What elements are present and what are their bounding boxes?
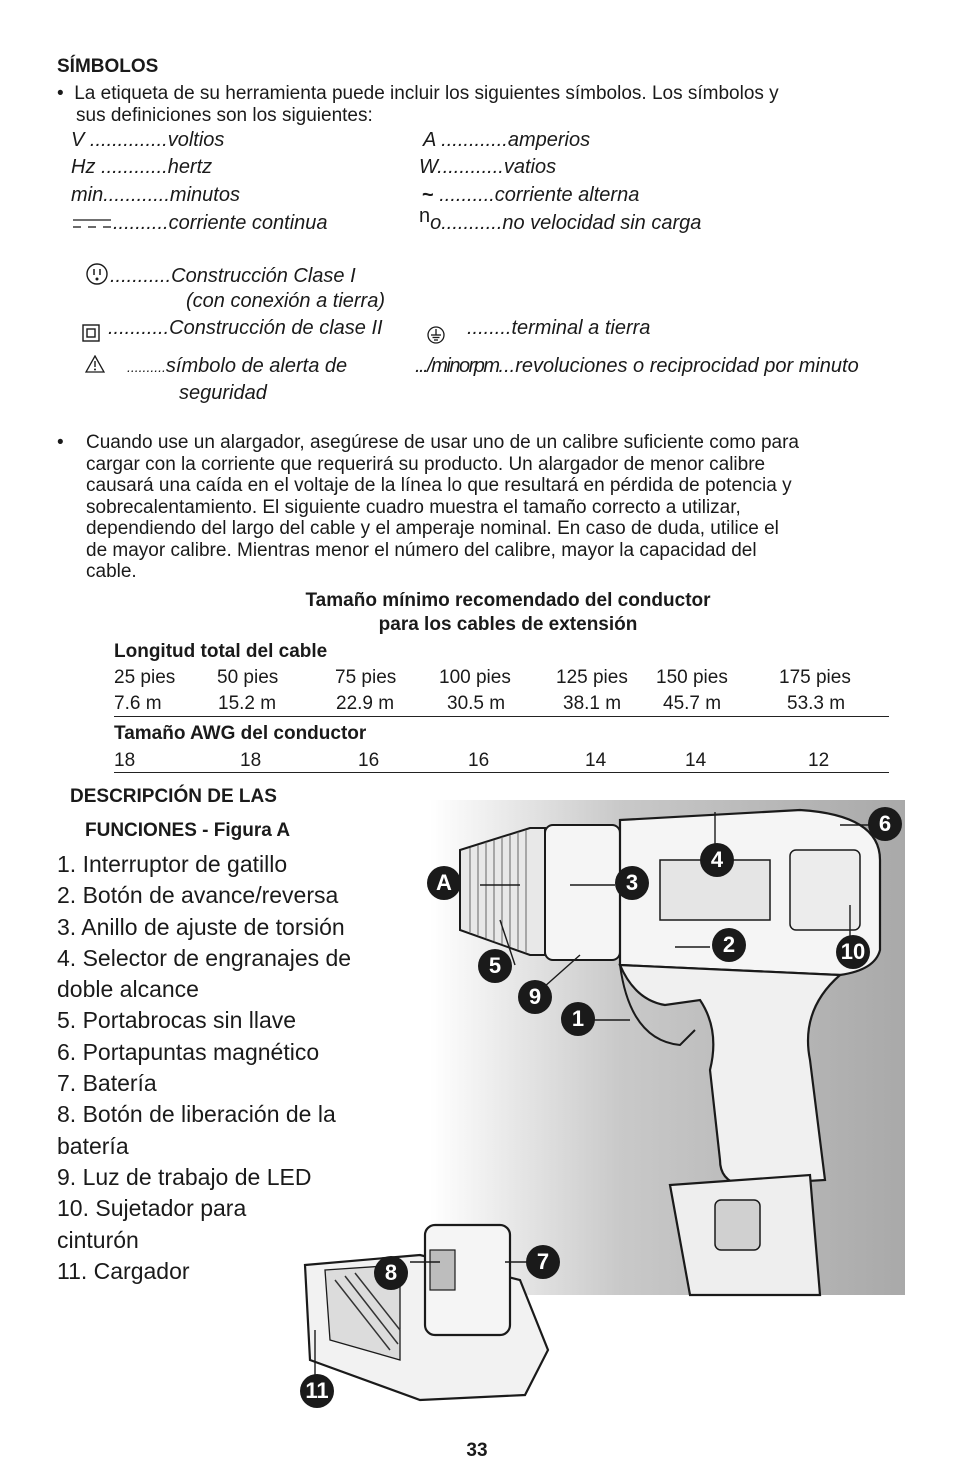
callout-9: 9 xyxy=(518,980,552,1014)
alert-def2: seguridad xyxy=(179,382,267,404)
class1-icon xyxy=(85,262,109,291)
table-rule xyxy=(114,772,889,773)
symbol-minutes: min............minutos xyxy=(71,184,240,206)
callout-7: 7 xyxy=(526,1245,560,1279)
symbol-ac: ~ ..........corriente alterna xyxy=(422,184,640,206)
class2-icon xyxy=(82,324,100,347)
meters-cell: 7.6 m xyxy=(114,693,162,714)
feet-cell: 125 pies xyxy=(556,667,628,688)
paragraph-line: causará una caída en el voltaje de la línea lo que resultará en pérdida de potencia y xyxy=(86,475,792,496)
dc-icon xyxy=(71,216,113,232)
meters-cell: 15.2 m xyxy=(218,693,277,714)
table-title-line2: para los cables de extensión xyxy=(378,614,638,635)
symbols-intro xyxy=(57,83,917,126)
alert-def: ..........símbolo de alerta de xyxy=(127,355,348,377)
list-item: 11. Cargador xyxy=(57,1257,190,1284)
class2-def: ...........Construcción de clase II xyxy=(108,317,383,339)
symbol-hertz: Hz ............hertz xyxy=(71,156,213,178)
intro-line: sus definiciones son los siguientes: xyxy=(76,104,373,126)
class1-def: ...........Construcción Clase I xyxy=(110,265,356,287)
paragraph-line: de mayor calibre. Mientras menor el número del calibre, mayor la capacidad del xyxy=(86,539,757,561)
meters-cell: 22.9 m xyxy=(336,693,395,714)
list-item: cinturón xyxy=(57,1226,139,1253)
awg-cell: 14 xyxy=(685,750,707,771)
list-item: 4. Selector de engranajes de xyxy=(57,944,352,971)
list-item: 1. Interruptor de gatillo xyxy=(57,851,288,877)
meters-cell: 45.7 m xyxy=(663,693,722,714)
list-item: 3. Anillo de ajuste de torsión xyxy=(57,913,345,940)
symbol-watts: W............vatios xyxy=(419,156,557,178)
feet-cell: 75 pies xyxy=(335,667,397,688)
list-item: 10. Sujetador para xyxy=(57,1195,247,1222)
alert-icon xyxy=(85,355,105,378)
table-rule xyxy=(114,716,889,717)
awg-cell: 12 xyxy=(808,750,830,771)
callout-11: 11 xyxy=(300,1374,334,1408)
extension-paragraph xyxy=(57,432,917,583)
bullet: • xyxy=(57,83,64,104)
awg-heading: Tamaño AWG del conductor xyxy=(114,723,367,744)
table-title-line1: Tamaño mínimo recomendado del conductor xyxy=(305,590,711,611)
list-item: 9. Luz de trabajo de LED xyxy=(57,1163,312,1190)
feet-cell: 100 pies xyxy=(439,667,511,688)
symbol-no-load-speed: no...........no velocidad sin carga xyxy=(419,205,702,234)
meters-cell: 53.3 m xyxy=(787,693,846,714)
meters-cell: 38.1 m xyxy=(563,693,622,714)
paragraph-line: dependiendo del largo del cable y el amperaje nominal. En caso de duda, utilice el xyxy=(86,518,779,539)
callout-1: 1 xyxy=(561,1002,595,1036)
features-heading: DESCRIPCIÓN DE LAS xyxy=(70,786,277,807)
length-heading: Longitud total del cable xyxy=(114,641,328,662)
symbol-volts: V ..............voltios xyxy=(71,129,225,151)
callout-10: 10 xyxy=(836,935,870,969)
paragraph-line: cable. xyxy=(86,561,137,582)
awg-cell: 18 xyxy=(240,750,262,771)
bullet: • xyxy=(57,432,64,453)
feet-cell: 150 pies xyxy=(656,667,728,688)
callout-5: 5 xyxy=(478,949,512,983)
paragraph-line: cargar con la corriente que requerirá su producto. Un alargador de menor calibre xyxy=(86,453,766,475)
feet-cell: 175 pies xyxy=(779,667,851,688)
intro-line: La etiqueta de su herramienta puede incluir los siguientes símbolos. Los símbolos y xyxy=(74,83,779,104)
awg-cell: 18 xyxy=(114,750,136,771)
list-item: 6. Portapuntas magnético xyxy=(57,1038,320,1065)
callout-3: 3 xyxy=(615,866,649,900)
callout-6: 6 xyxy=(868,807,902,841)
callout-4: 4 xyxy=(700,843,734,877)
callout-8: 8 xyxy=(374,1256,408,1290)
feet-cell: 25 pies xyxy=(114,667,176,688)
symbols-heading: SÍMBOLOS xyxy=(57,56,159,77)
ground-def: ........terminal a tierra xyxy=(467,317,651,339)
list-item: 2. Botón de avance/reversa xyxy=(57,882,339,909)
page-number: 33 xyxy=(466,1440,488,1461)
meters-cell: 30.5 m xyxy=(447,693,506,714)
awg-cell: 16 xyxy=(468,750,490,771)
callout-2: 2 xyxy=(712,928,746,962)
symbol-dc: ..........corriente continua xyxy=(71,212,328,235)
list-item: doble alcance xyxy=(57,976,199,1003)
class1-sub: (con conexión a tierra) xyxy=(186,290,385,312)
callout-a: A xyxy=(427,866,461,900)
symbol-amps: A ............amperios xyxy=(423,129,591,151)
list-item: 8. Botón de liberación de la xyxy=(57,1101,336,1128)
awg-cell: 14 xyxy=(585,750,607,771)
list-item: 5. Portabrocas sin llave xyxy=(57,1007,297,1034)
awg-cell: 16 xyxy=(358,750,380,771)
paragraph-line: sobrecalentamiento. El siguiente cuadro muestra el tamaño correcto a utilizar, xyxy=(86,496,741,518)
list-item: batería xyxy=(57,1132,129,1159)
ac-icon: ~ xyxy=(422,184,434,206)
feet-cell: 50 pies xyxy=(217,667,279,688)
ground-icon xyxy=(427,326,445,349)
paragraph-line: Cuando use un alargador, asegúrese de usar uno de un calibre suficiente como para xyxy=(86,432,799,453)
list-item: 7. Batería xyxy=(57,1070,157,1097)
rpm-def: .../minorpm...revoluciones o reciprocidad por minuto xyxy=(415,355,859,377)
features-subheading: FUNCIONES - Figura A xyxy=(85,820,291,841)
